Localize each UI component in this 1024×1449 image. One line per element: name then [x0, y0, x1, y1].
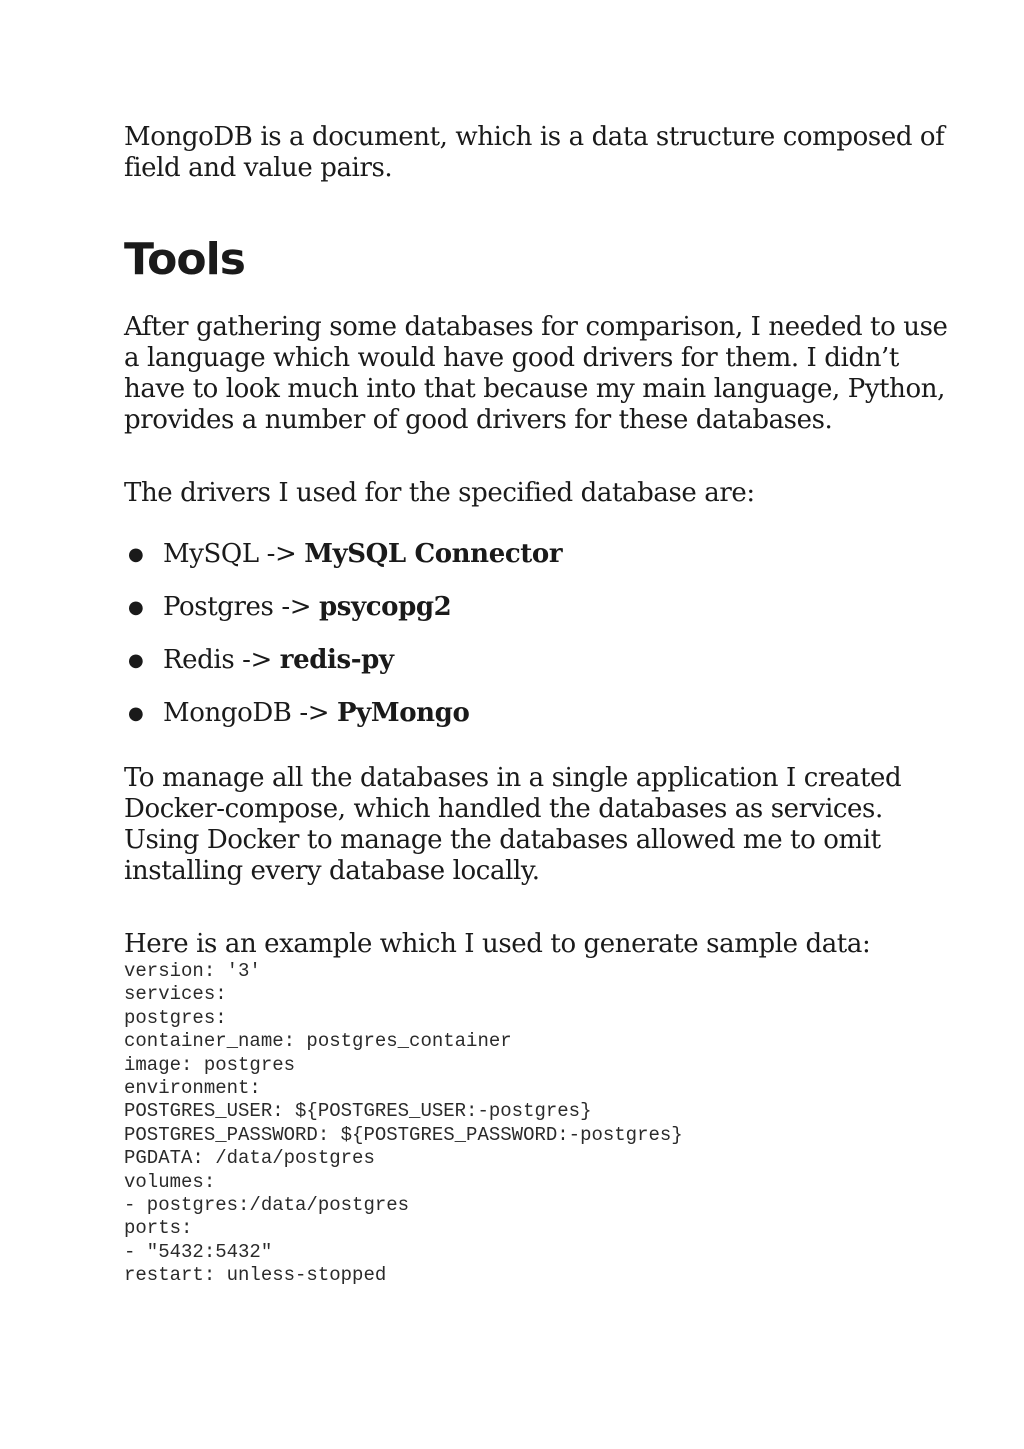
driver-name: redis-py [279, 645, 394, 675]
list-item-postgres [124, 592, 914, 623]
example-intro-paragraph: Here is an example which I used to generate sample data: [124, 929, 871, 959]
code-line: version: '3' [124, 960, 261, 982]
intro-line: MongoDB is a document, which is a data structure composed of [124, 122, 945, 152]
code-line: container_name: postgres_container [124, 1030, 512, 1053]
driver-prefix: MySQL -> [163, 539, 305, 569]
code-line: environment: [124, 1077, 261, 1100]
driver-name: PyMongo [336, 698, 470, 728]
drivers-list [124, 539, 914, 729]
bullet-icon: ● [128, 650, 144, 671]
code-line: ports: [124, 1217, 193, 1240]
code-line: volumes: [124, 1170, 216, 1193]
gathering-paragraph [124, 312, 948, 436]
list-item-mongodb [124, 698, 914, 729]
gathering-line: provides a number of good drivers for these databases. [124, 405, 833, 435]
drivers-intro-paragraph: The drivers I used for the specified database are: [124, 478, 755, 508]
gathering-line: have to look much into that because my main language, Python, [124, 374, 945, 404]
docker-line: Using Docker to manage the databases allowed me to omit [124, 825, 881, 855]
gathering-line: After gathering some databases for comparison, I needed to use [124, 312, 948, 342]
driver-name: MySQL Connector [304, 539, 563, 569]
docker-line: Docker-compose, which handled the databases as services. [124, 794, 883, 824]
driver-prefix: Postgres -> [163, 592, 319, 622]
bullet-icon: ● [128, 597, 144, 618]
code-line: services: [124, 983, 227, 1006]
docker-paragraph [124, 763, 914, 887]
code-line: image: postgres [124, 1053, 296, 1076]
bullet-icon: ● [128, 544, 144, 565]
section-heading-tools: Tools [124, 234, 245, 285]
code-line: PGDATA: /data/postgres [124, 1147, 375, 1170]
code-line: POSTGRES_PASSWORD: ${POSTGRES_PASSWORD:-postgres} [124, 1123, 683, 1146]
code-line: POSTGRES_USER: ${POSTGRES_USER:-postgres} [124, 1100, 592, 1123]
driver-prefix: MongoDB -> [163, 698, 337, 728]
code-line: - postgres:/data/postgres [124, 1194, 410, 1217]
code-line: restart: unless-stopped [124, 1264, 387, 1287]
intro-paragraph [124, 122, 945, 184]
code-line: postgres: [124, 1006, 227, 1029]
list-item-mysql [124, 539, 914, 570]
code-block [124, 960, 914, 1288]
gathering-line: a language which would have good drivers for them. I didn’t [124, 343, 899, 373]
list-item-redis [124, 645, 914, 676]
code-line: - "5432:5432" [124, 1240, 273, 1263]
driver-prefix: Redis -> [163, 645, 280, 675]
intro-line: field and value pairs. [124, 153, 393, 183]
document-page [124, 122, 948, 1288]
docker-line: installing every database locally. [124, 856, 540, 886]
driver-name: psycopg2 [319, 592, 452, 622]
docker-line: To manage all the databases in a single application I created [124, 763, 902, 793]
bullet-icon: ● [128, 703, 144, 724]
